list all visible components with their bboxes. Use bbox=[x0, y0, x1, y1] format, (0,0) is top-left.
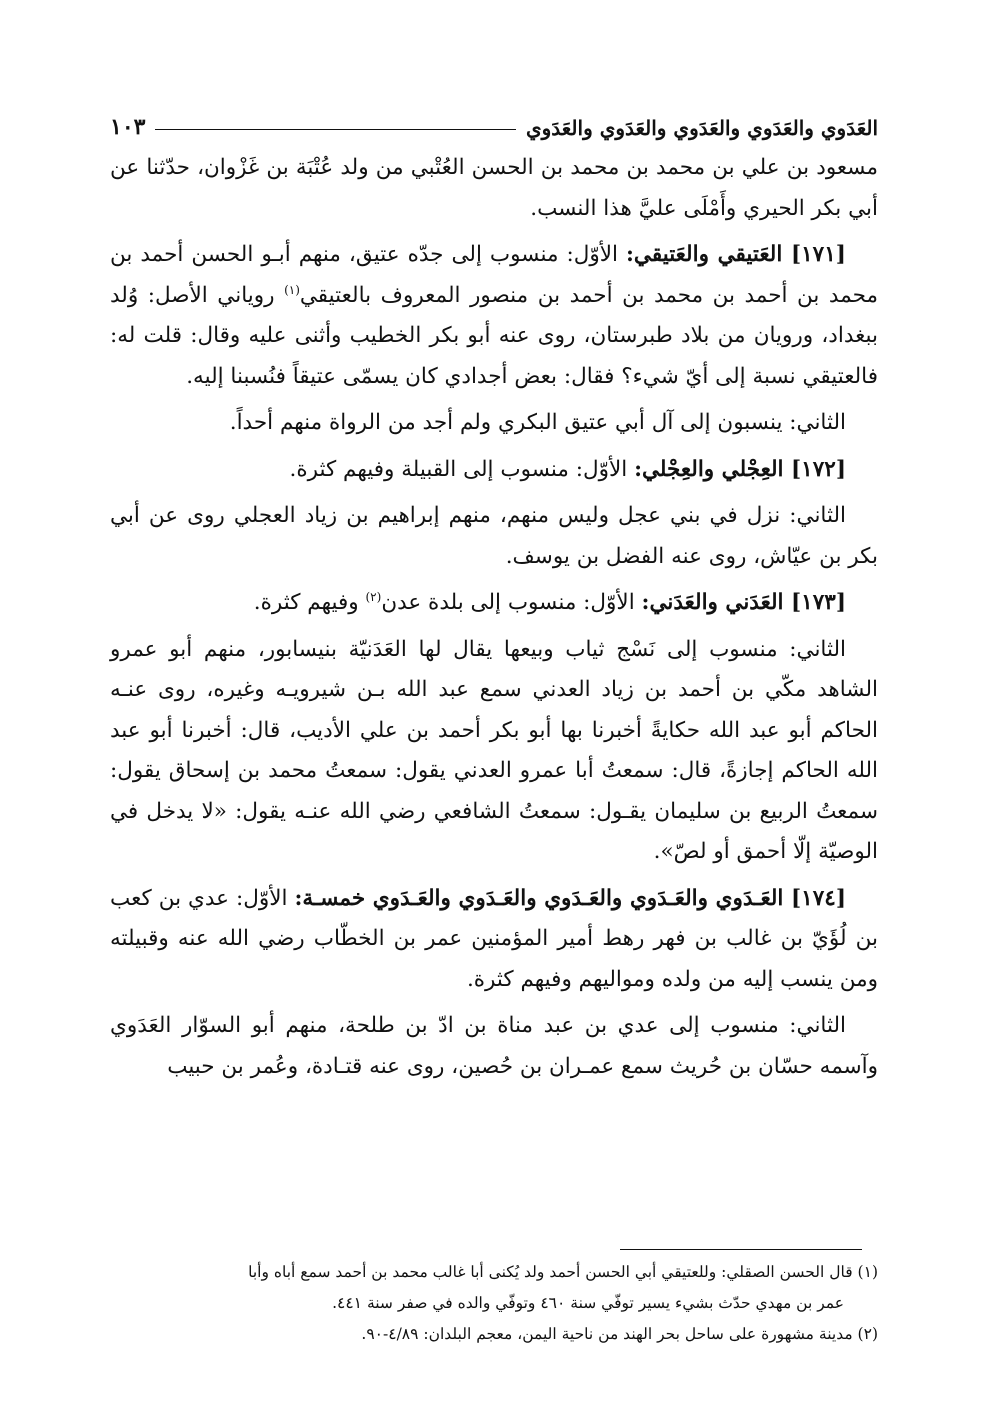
entry-172 bbox=[110, 450, 878, 491]
entry-174-second: الثاني: منسوب إلى عدي بن عبد مناة بن ادّ بن طلحة، منهم أبو السوّار العَدَوي وآسمه حسّان بن حُريث سمع عمـران بن حُصين، روى عنه قتـادة، وعُمر بن حبيب bbox=[110, 1013, 878, 1079]
entry-171 bbox=[110, 235, 878, 397]
entry-173-second: الثاني: منسوب إلى نَسْج ثياب وبيعها يقال لها العَدَنيّة بنيسابور، منهم أبو عمرو الشاهد مكّي بن أحمد بن زياد العدني سمع عبد الله بـن شيرويـه وغيره، روى عنـه الحاكم أبو عبد الله حكايةً أخبرنا بها أبو بكر أحمد بن علي الأديب، قال: أخبرنا أبو عبد الله الحاكم إجازةً، قال: سمعتُ أبا عمرو العدني يقول: سمعتُ محمد بن إسحاق يقول: سمعتُ الربيع بن سليمان يقـول: سمعتُ الشافعي رضي الله عنـه يقول: «لا يدخل في الوصيّة إلّا أحمق أو لصّ». bbox=[110, 636, 878, 864]
entry-171-second: الثاني: ينسبون إلى آل أبي عتيق البكري ولم أجد من الرواة منهم أحداً. bbox=[229, 410, 846, 435]
footnote-2: (٢) مدينة مشهورة على ساحل بحر الهند من ناحية اليمن، معجم البلدان: ٤/٨٩-٩٠. bbox=[361, 1325, 878, 1343]
entry-172-heading: [١٧٢] العِجْلي والعِجْلي: bbox=[634, 456, 846, 482]
entry-173 bbox=[110, 583, 878, 624]
footnote-ref-1[interactable]: (١) bbox=[284, 282, 300, 297]
entry-171-text-continued: روياني الأصل: وُلد ببغداد، ورويان من بلاد طبرستان، روى عنه أبو بكر الخطيب وأثنى عليه وقال: قلت له: فالعتيقي نسبة إلى أيّ شيء؟ فقال: بعض أجدادي كان يسمّى عتيقاً فنُسبنا إليه. bbox=[110, 282, 878, 389]
footnote-1-line-2: عمر بن مهدي حدّث بشيء يسير توفّي سنة ٤٦٠ وتوفّي والده في صفر سنة ٤٤١. bbox=[332, 1294, 844, 1312]
footnote-separator bbox=[620, 1249, 862, 1250]
entry-173-text: الأوّل: منسوب إلى بلدة عدن bbox=[381, 590, 635, 615]
entry-174 bbox=[110, 879, 878, 1001]
body-text bbox=[110, 148, 878, 1093]
footnotes bbox=[110, 1257, 878, 1350]
header-rule bbox=[155, 129, 516, 130]
entry-172-text: الأوّل: منسوب إلى القبيلة وفيهم كثرة. bbox=[289, 456, 628, 482]
entry-171-text: الأوّل: منسوب إلى جدّه عتيق، منهم أبـو الحسن أحمد بن محمد بن أحمد بن محمد بن أحمد بن منصور المعروف بالعتيقي bbox=[110, 242, 879, 308]
entry-174-text: الأوّل: عدي بن كعب بن لُؤَيّ بن غالب بن فهر رهط أمير المؤمنين عمر بن الخطّاب رضي الله عنه وقبيلته ومن ينسب إليه من ولده ومواليهم وفيهم كثرة. bbox=[110, 885, 878, 992]
entry-173-heading: [١٧٣] العَدَني والعَدَني: bbox=[641, 590, 846, 615]
page-number: ١٠٣ bbox=[110, 114, 146, 140]
page-header bbox=[110, 100, 878, 140]
footnote-ref-2[interactable]: (٢) bbox=[365, 589, 382, 604]
entry-171-heading: [١٧١] العَتيقي والعَتيقي: bbox=[625, 242, 846, 267]
footnote-1-line-1: (١) قال الحسن الصقلي: وللعتيقي أبي الحسن أحمد ولد يُكنى أبا غالب محمد بن أحمد سمع أباه وأبا bbox=[248, 1263, 878, 1281]
entry-173-text-continued: وفيهم كثرة. bbox=[253, 590, 359, 615]
paragraph-continuation: مسعود بن علي بن محمد بن محمد بن الحسن العُتْبي من ولد عُتْبَة بن غَزْوان، حدّثنا عن أبي بكر الحيري وأَمْلَى عليَّ هذا النسب. bbox=[110, 155, 878, 221]
entry-174-heading: [١٧٤] العَـدَوي والعَـدَوي والعَـدَوي والعَـدَوي والعَـدَوي خمسـة: bbox=[294, 885, 847, 911]
running-title: العَدَوي والعَدَوي والعَدَوي والعَدَوي والعَدَوي bbox=[525, 116, 878, 140]
entry-172-second: الثاني: نزل في بني عجل وليس منهم، منهم إبراهيم بن زياد العجلي روى عن أبي بكر بن عيّاش، روى عنه الفضل بن يوسف. bbox=[110, 503, 878, 569]
